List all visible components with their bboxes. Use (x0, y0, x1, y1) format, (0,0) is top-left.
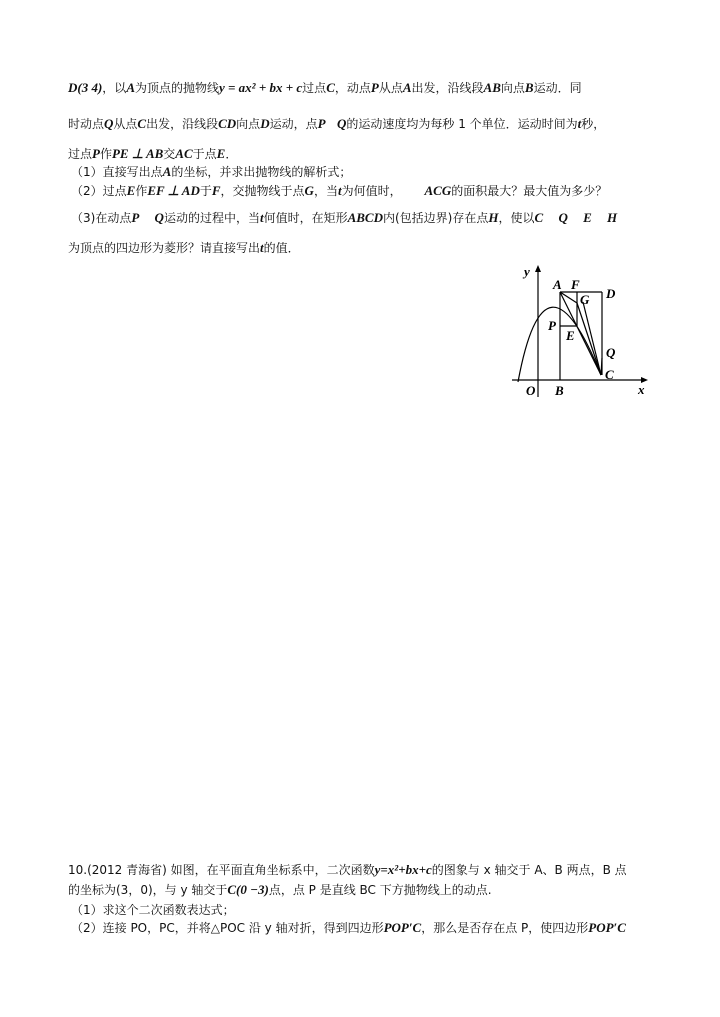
math-var: Q (337, 116, 347, 131)
text: 的图象与 x 轴交于 A、B 两点，B 点 (431, 863, 627, 877)
segment-gc2 (583, 302, 601, 375)
text: （1）直接写出点 (71, 165, 163, 179)
text: 向点 (236, 117, 261, 131)
text: 从点 (378, 81, 403, 95)
problem10-question2 (71, 920, 626, 936)
text: ，当 (313, 184, 338, 198)
problem10-question1 (71, 902, 235, 918)
text: 的运动速度均为每秒 1 个单位．运动时间为 (346, 117, 578, 131)
text: 运动，点 (269, 117, 318, 131)
math-var: P (317, 116, 326, 131)
math-var: C (137, 116, 147, 131)
text: 运动．同 (533, 81, 582, 95)
text: 交 (163, 147, 176, 161)
math-var: ACG (424, 183, 452, 198)
math-var: A (126, 80, 135, 95)
geometry-figure (510, 262, 655, 402)
math-var: Q (154, 210, 164, 225)
math-var: ABCD (347, 210, 383, 225)
problem9-question3 (71, 210, 617, 226)
math-var: D (260, 116, 270, 131)
text: 为顶点的四边形为菱形？请直接写出 (68, 241, 261, 255)
text: 为顶点的抛物线 (134, 81, 219, 95)
text: 点，点 P 是直线 BC 下方抛物线上的动点. (268, 883, 492, 897)
text: 作 (135, 184, 148, 198)
text: 过点 (68, 147, 93, 161)
text: （3)在动点 (71, 211, 132, 225)
text: ，以 (102, 81, 127, 95)
text: （2）过点 (71, 184, 127, 198)
text: 时动点 (68, 117, 105, 131)
text: （2）连接 PO，PC，并将△POC 沿 y 轴对折，得到四边形 (71, 921, 384, 935)
math-var: E (216, 146, 226, 161)
math-var: P (92, 146, 100, 161)
math-var: P (370, 80, 379, 95)
math-expr: PE ⊥ AB (111, 146, 164, 161)
label-d: D (606, 286, 616, 301)
math-var: C (534, 210, 544, 225)
problem9-line3 (68, 146, 237, 162)
math-var: E (583, 210, 592, 225)
math-var: E (126, 183, 136, 198)
text: 作 (99, 147, 112, 161)
problem10-line1 (68, 862, 627, 878)
math-expr: POP′C (588, 920, 626, 935)
math-var: Q (104, 116, 114, 131)
math-expr: POP′C (383, 920, 422, 935)
text: 于点 (192, 147, 217, 161)
text: 何值时，在矩形 (263, 211, 348, 225)
math-expr: EF ⊥ AD (147, 183, 200, 198)
math-var: A (162, 164, 172, 179)
text: 的坐标，并求出抛物线的解析式； (171, 165, 352, 179)
text: ，动点 (334, 81, 371, 95)
math-var: B (524, 80, 534, 95)
math-var: H (607, 210, 618, 225)
text: 从点 (113, 117, 138, 131)
text: （1）求这个二次函数表达式； (71, 903, 235, 917)
math-var: F (211, 183, 221, 198)
math-expr: y=x²+bx+c (374, 862, 432, 877)
problem10-line2 (68, 882, 492, 898)
problem9-question1 (71, 164, 351, 180)
math-var: Q (558, 210, 568, 225)
math-var: P (131, 210, 140, 225)
math-var: t (259, 210, 264, 225)
text: 秒， (581, 117, 606, 131)
math-var: AB (483, 80, 501, 95)
label-c: C (605, 367, 614, 382)
math-expr: C(0 −3) (227, 882, 269, 897)
text: 的面积最大？最大值为多少？ (451, 184, 608, 198)
math-var: A (402, 80, 412, 95)
text: 的坐标为(3，0)，与 y 轴交于 (68, 883, 228, 897)
math-parabola-eq: y = ax² + bx + c (219, 80, 303, 95)
problem9-line1 (68, 80, 582, 96)
problem9-question3-cont (68, 240, 300, 256)
text: 的值． (263, 241, 300, 255)
math-var: t (337, 183, 342, 198)
text: 10.(2012 青海省) 如图，在平面直角坐标系中，二次函数 (68, 863, 375, 877)
text: ，交抛物线于点 (220, 184, 305, 198)
text: 向点 (500, 81, 525, 95)
label-a: A (553, 277, 562, 292)
math-var: G (304, 183, 314, 198)
label-p: P (548, 318, 556, 333)
math-var: H (488, 210, 499, 225)
text: ，那么是否存在点 P，使四边形 (421, 921, 589, 935)
text: 内(包括边界)存在点 (383, 211, 489, 225)
text: 出发，沿线段 (146, 117, 219, 131)
text: 出发，沿线段 (411, 81, 484, 95)
math-var: AC (175, 146, 193, 161)
problem9-question2 (71, 183, 607, 199)
y-axis-arrow-icon (535, 265, 541, 272)
label-b: B (555, 383, 564, 398)
text: ，使以 (498, 211, 535, 225)
math-var: t (577, 116, 582, 131)
label-g: G (580, 292, 590, 307)
math-var: C (326, 80, 335, 95)
segment-gc (577, 303, 601, 375)
problem9-line2 (68, 116, 605, 132)
label-f: F (571, 277, 580, 292)
math-var: CD (218, 116, 237, 131)
text: 为何值时， (341, 184, 402, 198)
text: ． (225, 147, 238, 161)
label-y: y (524, 264, 530, 279)
math-var: t (260, 240, 264, 255)
label-q: Q (606, 345, 616, 360)
label-x: x (638, 382, 645, 397)
text: 过点 (302, 81, 327, 95)
label-o: O (526, 383, 536, 398)
text: 运动的过程中，当 (163, 211, 260, 225)
label-e: E (566, 328, 575, 343)
math-d-point: D(3 4) (68, 80, 103, 95)
text: 于 (199, 184, 212, 198)
